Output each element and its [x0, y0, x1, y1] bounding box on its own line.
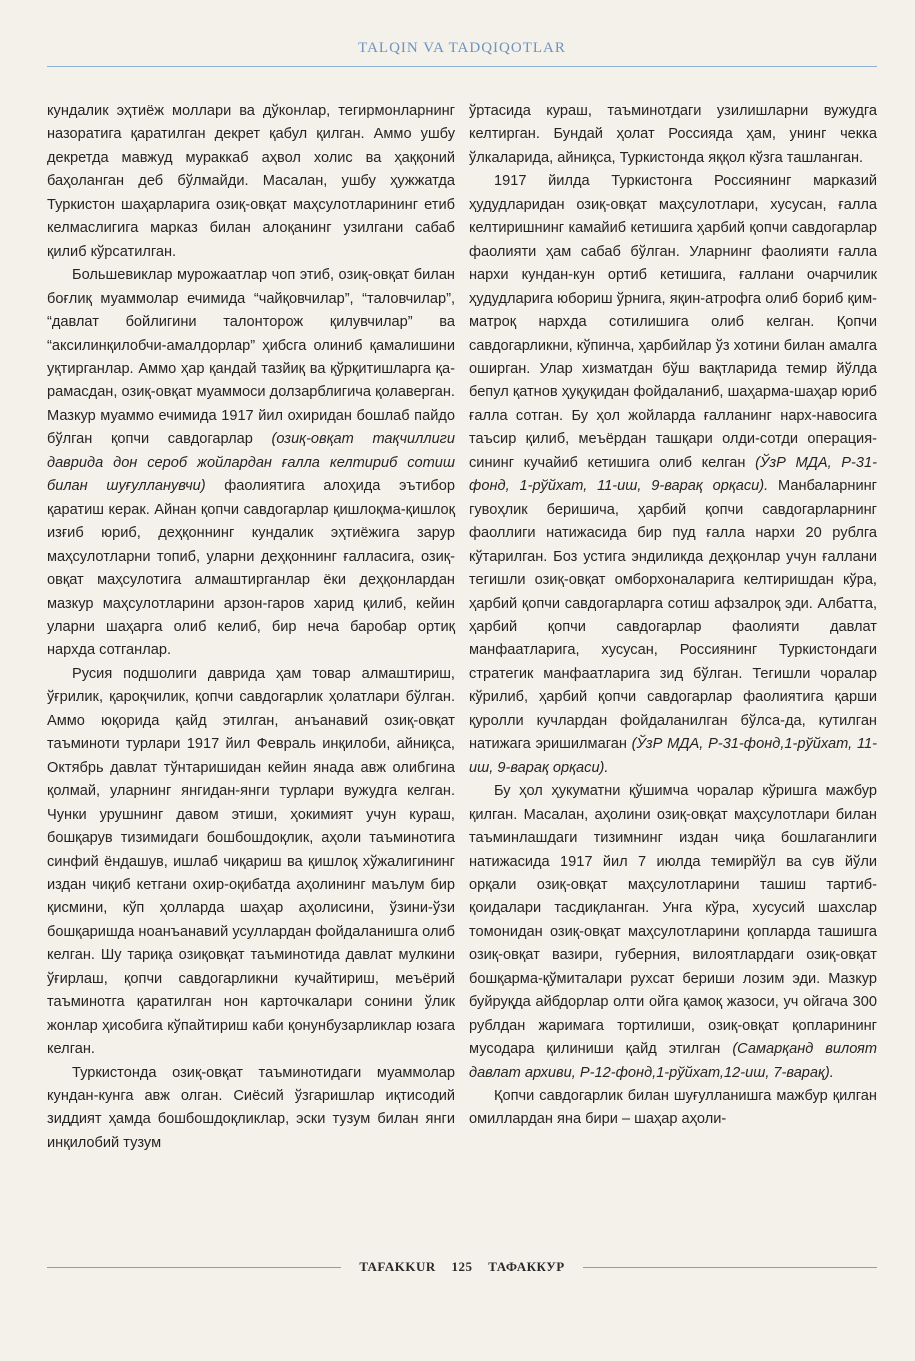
paragraph — [469, 780, 877, 1085]
archive-reference: (ЎзР МДА, Р-31-фонд, 1-рўйхат, 11-иш, 9-варақ орқаси). — [469, 454, 877, 495]
running-header: TALQIN VA TADQIQOTLAR — [358, 40, 566, 56]
page-number: 125 — [451, 1259, 473, 1274]
archive-reference: (Самарқанд вилоят давлат архиви, Р-12-фонд,1-рўйхат,12-иш, 7-варақ). — [469, 1041, 877, 1081]
paragraph — [47, 264, 455, 663]
paragraph-text: 1917 йилда Туркистонга Россиянинг марказий ҳудудларидан озиқ-овқат маҳсулотлари, хусусан, ғалла келтиришнинг камайиб кетишига ҳарбий қопчи савдогарлар фаолияти ҳам сабаб бўлган. Уларнинг фаолияти ғалла нархи кундан-кун ортиб кетишига, ғаллани очарчилик ҳудудларига юбориш ўрнига, яқин-атрофга олиб бориб қимматроқ нархда сотилишига олиб келган. Қопчи савдогарликни, кўпинча, ҳарбийлар ўз хотини билан амалга оширган. Улар хизматдан бўш вақтларида темир йўлда бепул қатнов ҳуқуқидан фойдаланиб, шаҳарма-шаҳар юриб ғалла сотган. Бу ҳол жойларда ғалланинг нарх-навосига таъсир қилиб, меъёрдан ташқари олди-сотди операциясининг кучайиб кетишига олиб келган — [469, 173, 877, 471]
journal-name-cyrillic: ТАФАККУР — [488, 1259, 565, 1274]
left-column — [47, 100, 455, 1155]
footer-divider-left — [47, 1267, 341, 1268]
paragraph-text: Бу ҳол ҳукуматни қўшимча чоралар кўришга мажбур қилган. Масалан, аҳолини озиқ-овқат маҳсулотлари билан таъминлашдаги тизимнинг издан чиқа бошлаганлиги натижасида 1917 йил 7 июлда темирйўл ва сув йўли орқали озиқ-овқат маҳсулотларини ташиш тартиб-қоидалари тасдиқланган. Унга кўра, хусусий шахслар томонидан озиқ-овқат маҳсулотларини қопларда ташишга озиқ-овқат вазири, губерния, вилоятлардаги озиқ-овқат бошқарма-қўмиталари рухсат бериши лозим эди. Мазкур буйруқда айбдорлар олти ойга қамоқ жазоси, уч ойгача 300 рублдан жаримага тортилиши, озиқ-овқат қопларининг мусодара қилиниши қайд этилган — [469, 783, 877, 1058]
paragraph-text: Манбаларнинг гувоҳлик беришича, ҳарбий қопчи савдогарларнинг фаоллиги натижасида бир пуд ғалла нархи 20 рублга кўтарилган. Боз устига эндиликда деҳқонлар учун ғаллани тегишли озиқ-овқат омборхоналарига келтиришдан кўра, ҳарбий қопчи савдогарларга сотиш афзалроқ эди. Албатта, ҳарбий қопчи савдогарлар фаолияти давлат манфаатларига, хусусан, Россиянинг Туркистондаги стратегик манфаатларига зид бўлган. Тегишли чоралар кўрилиб, ҳарбий қопчи савдогарлар фаолиятига қарши қуролли кучлардан фойдаланилган бўлса-да, кутилган натижага эришилмаган — [469, 478, 877, 753]
paragraph: Русия подшолиги даврида ҳам товар алмаштириш, ўғрилик, қароқчилик, қопчи савдогарлик ҳолатлари бўлган. Аммо юқорида қайд этилган, анъанавий озиқ-овқат таъминоти турлари 1917 йил Февраль инқилоби, айниқса, Октябрь давлат тўнтаришидан кейин янада авж олибгина қолмай, уларнинг янгидан-янги турлари вужудга келган. Чунки урушнинг давом этиши, ҳокимият учун кураш, бошқарув тизимидаги бошбошдоқлик, аҳоли таъминотига синфий ёндашув, ишлаб чиқариш ва қишлоқ хўжалигининг издан чиқиб кетгани охир-оқибатда аҳолининг маълум бир қисмини, кўп ҳолларда шаҳар аҳолисини, ўзини-ўзи бошқаришда ноанъанавий усуллардан фойдаланишга олиб келган. Шу тариқа озиқовқат таъминотида давлат мулкини ўғирлаш, қопчи савдогарликни кучайтириш, меъёрий таъминотга қаратилган нон карточкалари сонини ўлик жонлар ҳисобига кўпайтириш каби қонунбузарликлар юзага келган. — [47, 665, 455, 1058]
archive-reference: (ЎзР МДА, Р-31-фонд,1-рўйхат, 11-иш, 9-варақ орқаси). — [469, 736, 877, 776]
paragraph: Қопчи савдогарлик билан шуғулланишга мажбур қилган омиллардан яна бири – шаҳар аҳоли- — [469, 1088, 877, 1128]
paragraph-text: фаолиятига алоҳида эътибор қаратиш керак. Айнан қопчи савдогарлар қишлоқма-қишлоқ изғиб юриб, деҳқоннинг кундалик эҳтиёжига зарур маҳсулотларни топиб, уларни деҳқоннинг ғалласига, озиқ-овқат маҳсулотига алмаштирганлар ёки деҳқонлардан мазкур маҳсулотларини арзон-гаров харид қилиб, кейин уларни шаҳарга олиб келиб, бир неча баробар ортиқ нархда сотганлар. — [47, 478, 455, 659]
paragraph: кундалик эҳтиёж моллари ва дўконлар, тегирмонларнинг назоратига қаратилган декрет қабул қилган. Аммо ушбу декретда мавжуд мураккаб аҳвол холис ва ҳаққоний баҳоланган деб бўлмайди. Масалан, ушбу ҳужжатда Туркистон шаҳарларига озиқ-овқат маҳсулотларининг етиб келмаслигига марказ билан алоқанинг узилгани сабаб қилиб кўрсатилган. — [47, 103, 455, 260]
paragraph — [469, 170, 877, 780]
footer-label — [341, 1259, 582, 1275]
paragraph-text: Большевиклар мурожаатлар чоп этиб, озиқ-овқат билан боғлиқ муаммолар ечимида “чайқовчилар”, “таловчилар”, “давлат бойлигини талонторож қилувчилар” ва “аксилинқилобчи-амалдорлар” ҳибсга олиниб қамалишини уқтирганлар. Аммо ҳар қандай тазйиқ ва қўрқитишларга қарамасдан, озиқ-овқат муаммоси долзарблигича қолаверган. Мазкур муаммо ечимида 1917 йил охиридан бошлаб пайдо бўлган қопчи савдогарлар — [47, 267, 455, 448]
paragraph: Туркистонда озиқ-овқат таъминотидаги муаммолар кундан-кунга авж олган. Сиёсий ўзгаришлар иқтисодий зиддият ҳамда бошбошдоқликлар, эски тузум билан янги инқилобий тузум — [47, 1064, 455, 1151]
right-column — [469, 100, 877, 1132]
archive-reference: (озиқ-овқат тақчиллиги даврида дон сероб жойлардан ғалла келтириб сотиш билан шуғулланувчи) — [47, 431, 455, 495]
paragraph: ўртасида кураш, таъминотдаги узилишларни вужудга келтирган. Бундай ҳолат Россияда ҳам, унинг чекка ўлкаларида, айниқса, Туркистонда яққол кўзга ташланган. — [469, 103, 877, 166]
header-divider — [47, 66, 877, 67]
page-footer — [47, 1257, 877, 1277]
footer-divider-right — [583, 1267, 877, 1268]
journal-name-latin: TAFAKKUR — [359, 1259, 436, 1274]
